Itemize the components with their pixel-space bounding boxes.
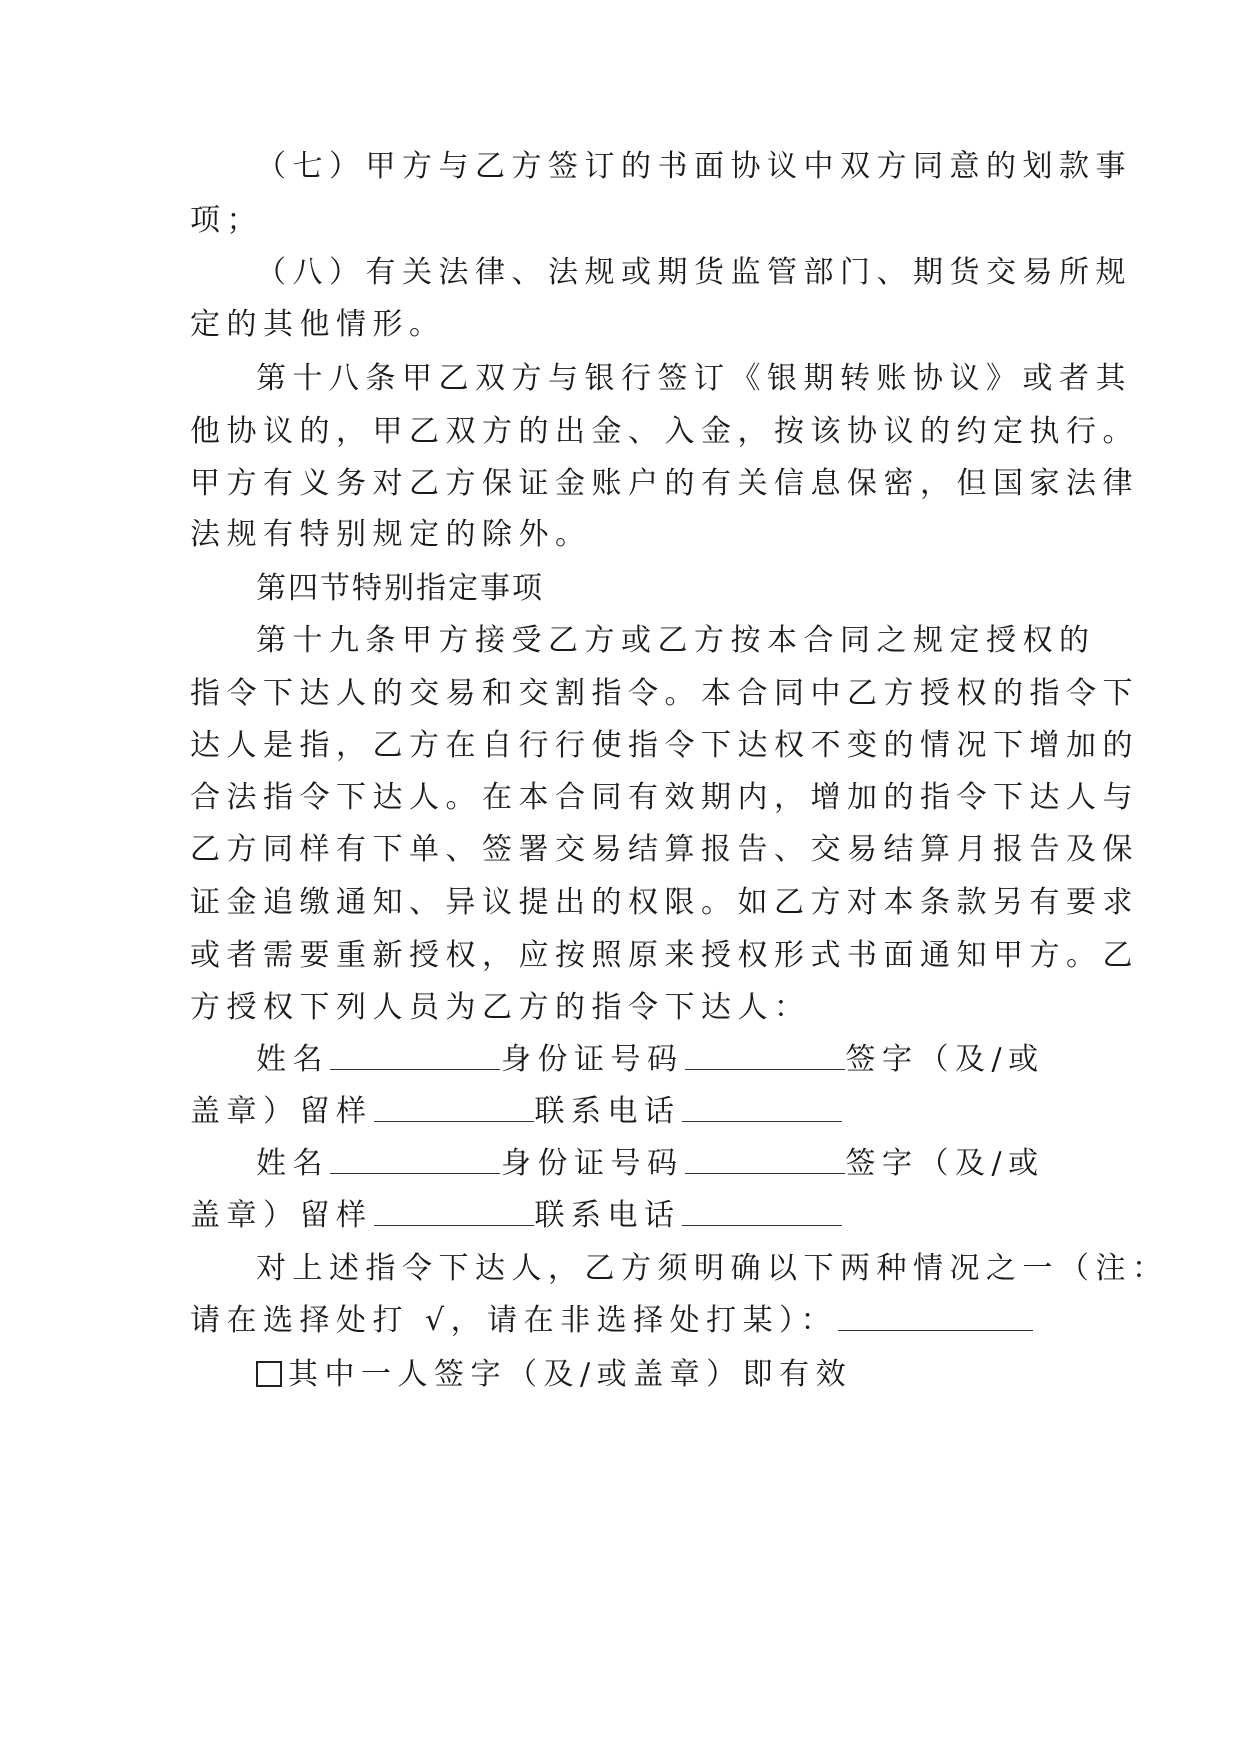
id-number-field[interactable]	[685, 1031, 845, 1070]
phone-label: 联系电话	[534, 1198, 681, 1233]
signature-label: 签字（及/或	[845, 1042, 1045, 1077]
choice-instruction-text: 请在选择处打 √，请在非选择处打某）：	[190, 1303, 838, 1338]
name-label: 姓名	[256, 1042, 329, 1077]
name-field[interactable]	[330, 1135, 500, 1174]
option-row	[256, 1346, 1136, 1404]
seal-sample-field[interactable]	[374, 1083, 534, 1122]
name-label: 姓名	[256, 1146, 329, 1181]
paragraph-line: 方授权下列人员为乙方的指令下达人：	[190, 990, 811, 1025]
paragraph-line: （八）有关法律、法规或期货监管部门、期货交易所规	[256, 255, 1132, 290]
paragraph-line: 对上述指令下达人，乙方须明确以下两种情况之一（注：	[256, 1251, 1169, 1286]
article-19-line: 第十九条甲方接受乙方或乙方按本合同之规定授权的	[256, 623, 1096, 658]
phone-field[interactable]	[682, 1083, 842, 1122]
seal-sample-field[interactable]	[374, 1187, 534, 1226]
seal-sample-label: 盖章）留样	[190, 1094, 373, 1129]
paragraph-line: 达人是指，乙方在自行行使指令下达权不变的情况下增加的	[190, 728, 1139, 763]
paragraph-line: 证金追缴通知、异议提出的权限。如乙方对本条款另有要求	[190, 885, 1139, 920]
paragraph-line: 或者需要重新授权，应按照原来授权形式书面通知甲方。乙	[190, 938, 1139, 973]
authorized-person-2-row	[256, 1135, 1136, 1193]
section-heading: 第四节特别指定事项	[256, 571, 544, 606]
phone-field[interactable]	[682, 1187, 842, 1226]
checkbox-icon[interactable]	[256, 1361, 282, 1387]
seal-sample-label: 盖章）留样	[190, 1198, 373, 1233]
choice-field[interactable]	[838, 1292, 1033, 1331]
paragraph-line: 合法指令下达人。在本合同有效期内，增加的指令下达人与	[190, 780, 1139, 815]
phone-label: 联系电话	[534, 1094, 681, 1129]
paragraph-line: 定的其他情形。	[190, 307, 446, 342]
signature-label: 签字（及/或	[845, 1146, 1045, 1181]
paragraph-line: 他协议的，甲乙双方的出金、入金，按该协议的约定执行。	[190, 414, 1139, 449]
paragraph-line: （七）甲方与乙方签订的书面协议中双方同意的划款事	[256, 149, 1132, 184]
choice-instruction-row	[190, 1292, 1070, 1350]
authorized-person-2-row-2	[190, 1187, 1070, 1245]
name-field[interactable]	[330, 1031, 500, 1070]
paragraph-line: 甲方有义务对乙方保证金账户的有关信息保密，但国家法律	[190, 466, 1139, 501]
paragraph-line: 指令下达人的交易和交割指令。本合同中乙方授权的指令下	[190, 676, 1139, 711]
id-number-label: 身份证号码	[501, 1146, 684, 1181]
paragraph-line: 法规有特别规定的除外。	[190, 517, 592, 552]
id-number-field[interactable]	[685, 1135, 845, 1174]
authorized-person-1-row-2	[190, 1083, 1070, 1141]
authorized-person-1-row	[256, 1031, 1136, 1089]
option-label: 其中一人签字（及/或盖章）即有效	[288, 1357, 853, 1392]
id-number-label: 身份证号码	[501, 1042, 684, 1077]
paragraph-line: 乙方同样有下单、签署交易结算报告、交易结算月报告及保	[190, 832, 1139, 867]
article-18-line: 第十八条甲乙双方与银行签订《银期转账协议》或者其	[256, 361, 1132, 396]
paragraph-line: 项；	[190, 203, 263, 238]
